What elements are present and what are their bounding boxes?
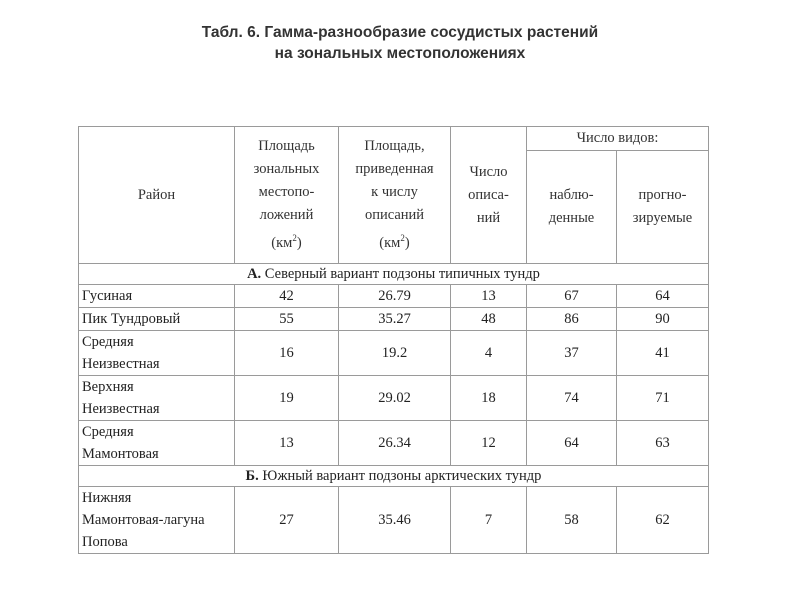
predicted-value: 71 (617, 376, 709, 421)
header-reduced-area (339, 127, 451, 264)
predicted-value: 63 (617, 421, 709, 466)
reduced-area-value: 26.34 (339, 421, 451, 466)
district-name: Гусиная (79, 285, 235, 308)
header-count-line: ний (476, 209, 501, 226)
header-observed (527, 151, 617, 264)
header-reduced-line: приведенная (355, 161, 434, 178)
header-area-line: Площадь (258, 138, 315, 155)
observed-value: 37 (527, 331, 617, 376)
area-value: 55 (235, 308, 339, 331)
reduced-area-value: 35.46 (339, 487, 451, 554)
header-count-line: Число (469, 163, 508, 180)
header-area-unit: $(км^2)$ (271, 233, 302, 251)
table-row (79, 285, 709, 308)
title-line-1: Табл. 6. Гамма-разнообразие сосудистых растений (201, 24, 599, 41)
reduced-area-value: 35.27 (339, 308, 451, 331)
predicted-value: 62 (617, 487, 709, 554)
header-area-line: местопо- (258, 184, 315, 201)
header-row-1 (79, 127, 709, 151)
area-value: 42 (235, 285, 339, 308)
district-name: Пик Тундровый (79, 308, 235, 331)
header-district: Район (79, 127, 235, 264)
header-predicted (617, 151, 709, 264)
area-value: 13 (235, 421, 339, 466)
district-name: Средняя Мамонтовая (79, 421, 235, 466)
header-reduced-unit: $(км^2)$ (379, 233, 410, 251)
header-count-line: описа- (468, 186, 509, 203)
reduced-area-value: 29.02 (339, 376, 451, 421)
header-species-count: Число видов: (527, 127, 709, 151)
header-reduced-line: описаний (364, 207, 425, 224)
header-predicted-line: прогно- (638, 187, 687, 203)
area-value: 27 (235, 487, 339, 554)
observed-value: 67 (527, 285, 617, 308)
header-predicted-line: зируемые (632, 210, 693, 226)
district-name: Верхняя Неизвестная (79, 376, 235, 421)
table-row (79, 421, 709, 466)
area-value: 16 (235, 331, 339, 376)
descriptions-count-value: 13 (451, 285, 527, 308)
species-diversity-table (78, 126, 709, 554)
observed-value: 74 (527, 376, 617, 421)
observed-value: 86 (527, 308, 617, 331)
header-area (235, 127, 339, 264)
header-observed-line: денные (548, 210, 595, 226)
descriptions-count-value: 48 (451, 308, 527, 331)
area-value: 19 (235, 376, 339, 421)
header-area-line: зональных (253, 161, 320, 178)
section-row-b (79, 466, 709, 487)
header-observed-line: наблю- (549, 187, 594, 203)
observed-value: 58 (527, 487, 617, 554)
predicted-value: 41 (617, 331, 709, 376)
district-name: Нижняя Мамонтовая-лагуна Попова (79, 487, 235, 554)
section-b-label: Б. Южный вариант подзоны арктических тундр (79, 466, 709, 487)
header-reduced-line: Площадь, (364, 138, 425, 155)
observed-value: 64 (527, 421, 617, 466)
predicted-value: 64 (617, 285, 709, 308)
table-row (79, 308, 709, 331)
section-row-a (79, 264, 709, 285)
reduced-area-value: 19.2 (339, 331, 451, 376)
title-line-2: на зональных местоположениях (274, 45, 526, 62)
table-row (79, 376, 709, 421)
predicted-value: 90 (617, 308, 709, 331)
header-reduced-line: к числу (371, 184, 418, 201)
section-a-label: А. Северный вариант подзоны типичных тундр (79, 264, 709, 285)
header-area-line: ложений (259, 207, 314, 224)
descriptions-count-value: 12 (451, 421, 527, 466)
header-descriptions-count (451, 127, 527, 264)
table-title (0, 22, 800, 64)
table-row (79, 487, 709, 554)
reduced-area-value: 26.79 (339, 285, 451, 308)
table-row (79, 331, 709, 376)
district-name: Средняя Неизвестная (79, 331, 235, 376)
descriptions-count-value: 4 (451, 331, 527, 376)
descriptions-count-value: 7 (451, 487, 527, 554)
descriptions-count-value: 18 (451, 376, 527, 421)
